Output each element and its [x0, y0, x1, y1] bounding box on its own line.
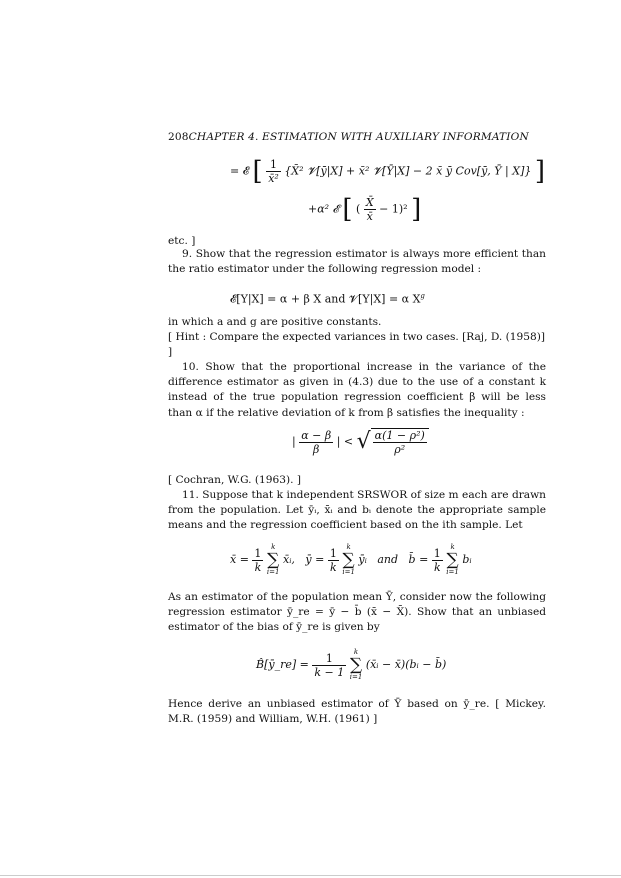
summation: k ∑ i=1	[342, 543, 355, 576]
problem-9: 9. Show that the regression estimator is always more efficient than the ratio estimator under the following regression model :	[168, 248, 546, 276]
problem-11: 11. Suppose that k independent SRSWOR of size m each are drawn from the population. Let ȳᵢ, x̄ᵢ and bᵢ denote the appropriate sample means and the regression coefficient based on the ith sample. Let	[168, 489, 546, 532]
equation-4: x̄ = $\frac{1}{k}$ k ∑ i=1 x̄ᵢ, ȳ = $\frac{1}{k}$ k ∑ i=1 ȳᵢ and b̄ = $\frac{1}{k}$ k ∑ i=1 bᵢ	[230, 543, 472, 576]
problem-9-constants: in which a and g are positive constants.	[168, 316, 382, 328]
fraction: $\frac{1}{k}$	[254, 546, 262, 574]
equation-2: 𝓔[Y|X] = α + β X and 𝓥[Y|X] = α $X^g$	[230, 292, 425, 306]
fraction: $\frac{1}{k - 1}$	[314, 651, 345, 679]
page-number: 208	[168, 131, 189, 143]
summation: k ∑ i=1	[446, 543, 459, 576]
summation: k ∑ i=1	[349, 648, 363, 681]
fraction: $\frac{\alpha - \beta}{\beta}$	[301, 428, 332, 456]
etc-line: etc. ]	[168, 235, 196, 247]
problem-10-citation: [ Cochran, W.G. (1963). ]	[168, 474, 301, 486]
equation-3: | $\frac{\alpha - \beta}{\beta}$ | < √ $\frac{\text{α(1 − ρ²)}}{\text{ρ²}}$	[292, 428, 429, 456]
problem-11-final: Hence derive an unbiased estimator of Ȳ based on ȳ_re. [ Mickey. M.R. (1959) and William, W.H. (1961) ]	[168, 698, 546, 726]
problem-9-hint: [ Hint : Compare the expected variances in two cases. [Raj, D. (1958)]	[168, 331, 546, 343]
fraction: $\frac{\text{α(1 − ρ²)}}{\text{ρ²}}$	[374, 429, 425, 456]
page-bottom-rule	[0, 875, 621, 876]
equation-5: B̂[ȳ_re] = $\frac{1}{k - 1}$ k ∑ i=1 (x̄ᵢ − x̄)(bᵢ − b̄)	[256, 648, 447, 681]
problem-10: 10. Show that the proportional increase in the variance of the difference estimator as given in (4.3) due to the use of a constant k instead of the true population regression coefficient β will be less than α if the relative deviation of k from β satisfies the inequality :	[168, 361, 546, 419]
summation: k ∑ i=1	[266, 543, 280, 576]
problem-9-hint-close: ]	[168, 346, 173, 358]
running-header	[168, 131, 558, 143]
equation-1-line-2: +α² 𝓔 [ ( $\frac{X̄}{x̄}$ − 1)² ]	[308, 194, 422, 225]
square-root: √ $\frac{\text{α(1 − ρ²)}}{\text{ρ²}}$	[357, 428, 429, 456]
fraction: $\frac{1}{\text{x̄²}}$	[268, 158, 279, 185]
problem-11-regression-estimator: As an estimator of the population mean Ȳ, consider now the following regression estimator ȳ_re = ȳ − b̄ (x̄ − X̄). Show that an unbiased estimator of the bias of ȳ_re is given by	[168, 591, 546, 634]
fraction: $\frac{1}{k}$	[433, 546, 441, 574]
fraction: $\frac{1}{k}$	[329, 546, 337, 574]
running-title: CHAPTER 4. ESTIMATION WITH AUXILIARY INFORMATION	[188, 131, 529, 143]
fraction: $\frac{X̄}{x̄}$	[365, 196, 374, 223]
equation-1-line-1: = 𝓔 [ $\frac{1}{\text{x̄²}}$ {X̄² 𝓥[ȳ|X] + x̄² 𝓥[Ȳ|X] − 2 x̄ ȳ Cov[ȳ, Ȳ | X]} ]	[230, 156, 546, 187]
